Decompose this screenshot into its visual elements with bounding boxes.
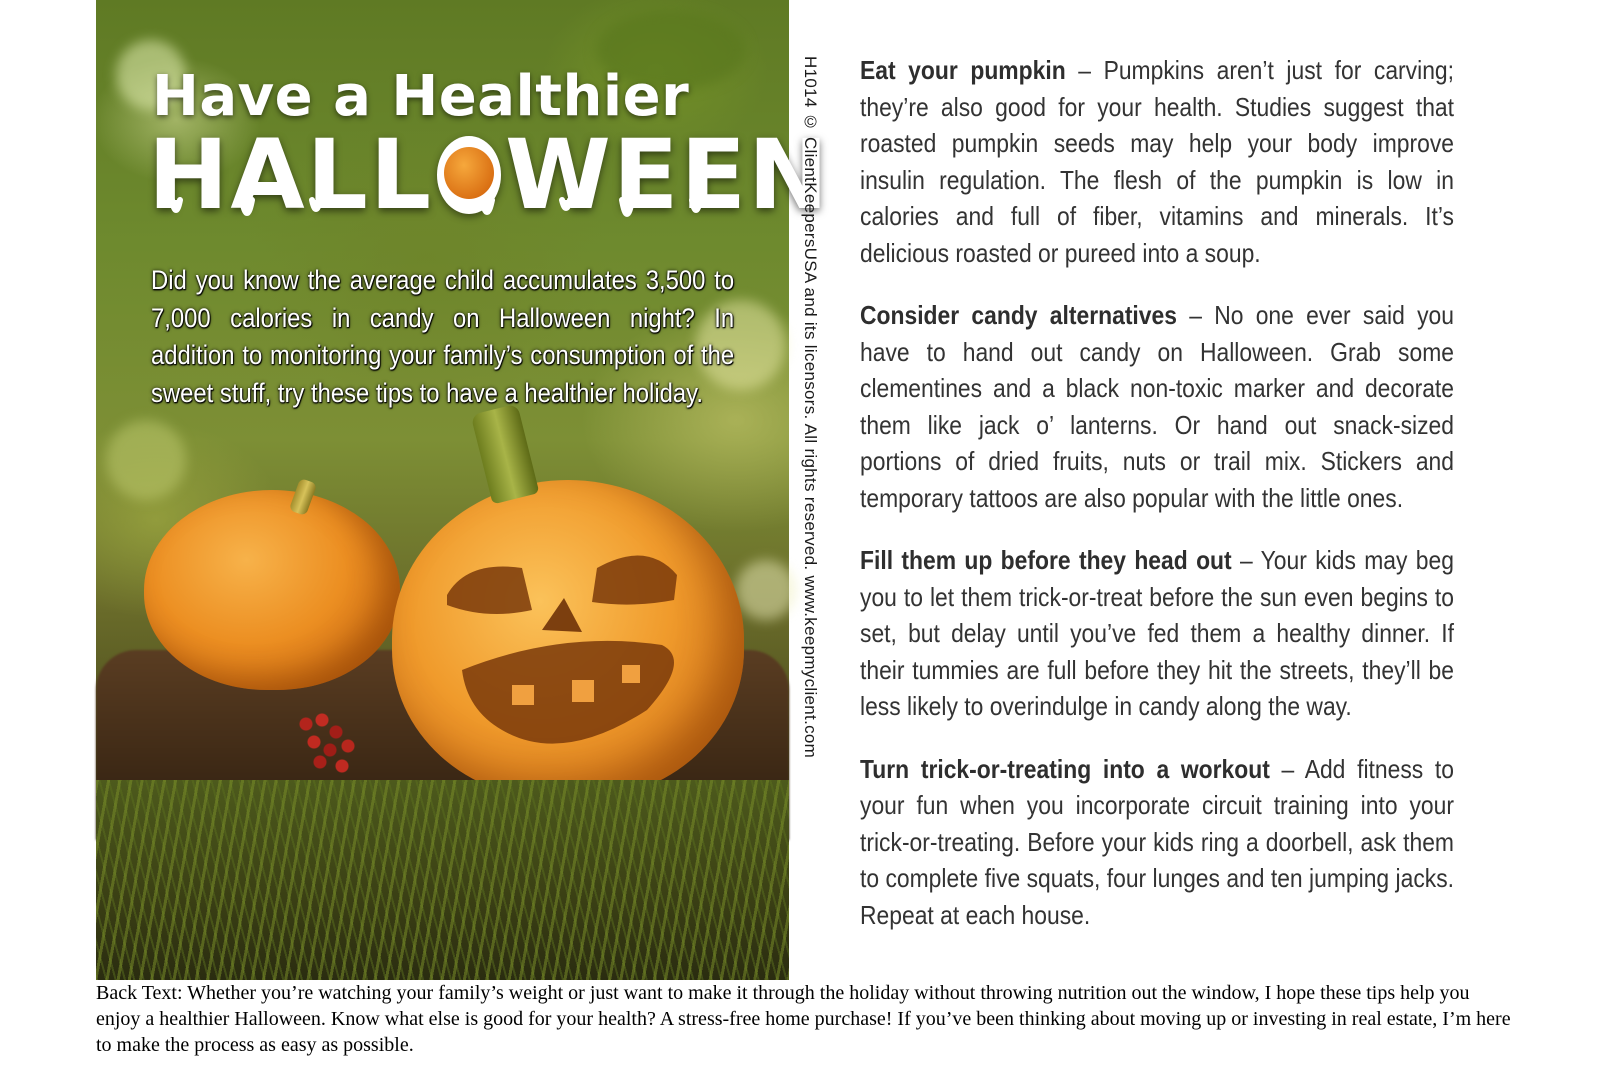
card-title-line1: Have a Healthier [152,64,690,129]
tip-body: – No one ever said you have to hand out candy on Halloween. Grab some clementines and a black non-toxic marker and decorate them like jack o’ lanterns. Or hand out snack-sized portions of dried fruits, nuts or trail mix. Stickers and temporary tattoos are also popular with the little ones. [860,300,1454,513]
tip-body: – Add fitness to your fun when you incorporate circuit training into your trick-or-treating. Before your kids ring a doorbell, ask them to complete five squats, four lunges and ten jumping jacks. Repeat at each house. [860,753,1454,930]
red-berries [296,712,366,782]
copyright-notice: H1014 © ClientKeepersUSA and its licensors. All rights reserved. www.keepmyclient.com [801,56,820,759]
title-text-after: WEEN [504,119,831,231]
tip-heading: Turn trick-or-treating into a workout [860,753,1270,784]
slime-drips [152,200,732,230]
tip-body: – Pumpkins aren’t just for carving; they’re also good for your health. Studies suggest that roasted pumpkin seeds may help your body improve insulin regulation. The flesh of the pumpkin is low in calories and full of fiber, vitamins and minerals. It’s delicious roasted or pureed into a soup. [860,55,1455,268]
tips-list [860,52,1454,950]
tip-heading: Eat your pumpkin [860,55,1066,85]
bokeh-light [106,420,186,500]
tip-heading: Fill them up before they head out [860,545,1232,575]
tip-workout [860,751,1454,934]
grass [96,780,789,980]
tip-fill-them-up [860,542,1454,725]
intro-paragraph: Did you know the average child accumulates 3,500 to 7,000 calories in candy on Halloween night? In addition to monitoring your family’s consumption of the sweet stuff, try these tips to have a healthier holiday. [151,265,735,408]
tip-candy-alternatives [860,297,1454,516]
title-text-before: HALL [148,119,433,231]
tip-heading: Consider candy alternatives [860,300,1177,330]
tip-eat-pumpkin [860,52,1454,271]
tip-body: – Your kids may beg you to let them trick-or-treat before the sun even begins to set, but delay until you’ve fed them a healthy dinner. If their tummies are full before they hit the streets, they’ll be less likely to overindulge in candy along the way. [860,545,1454,721]
small-pumpkin [144,490,400,690]
back-text: Back Text: Whether you’re watching your family’s weight or just want to make it through the holiday without throwing nutrition out the window, I hope these tips help you enjoy a healthier Halloween. Know what else is good for your health? A stress-free home purchase! If you’ve been thinking about moving up or investing in real estate, I’m here to make the process as easy as possible. [96,982,1511,1056]
jack-o-lantern-face [392,480,744,800]
bokeh-light [736,560,796,620]
